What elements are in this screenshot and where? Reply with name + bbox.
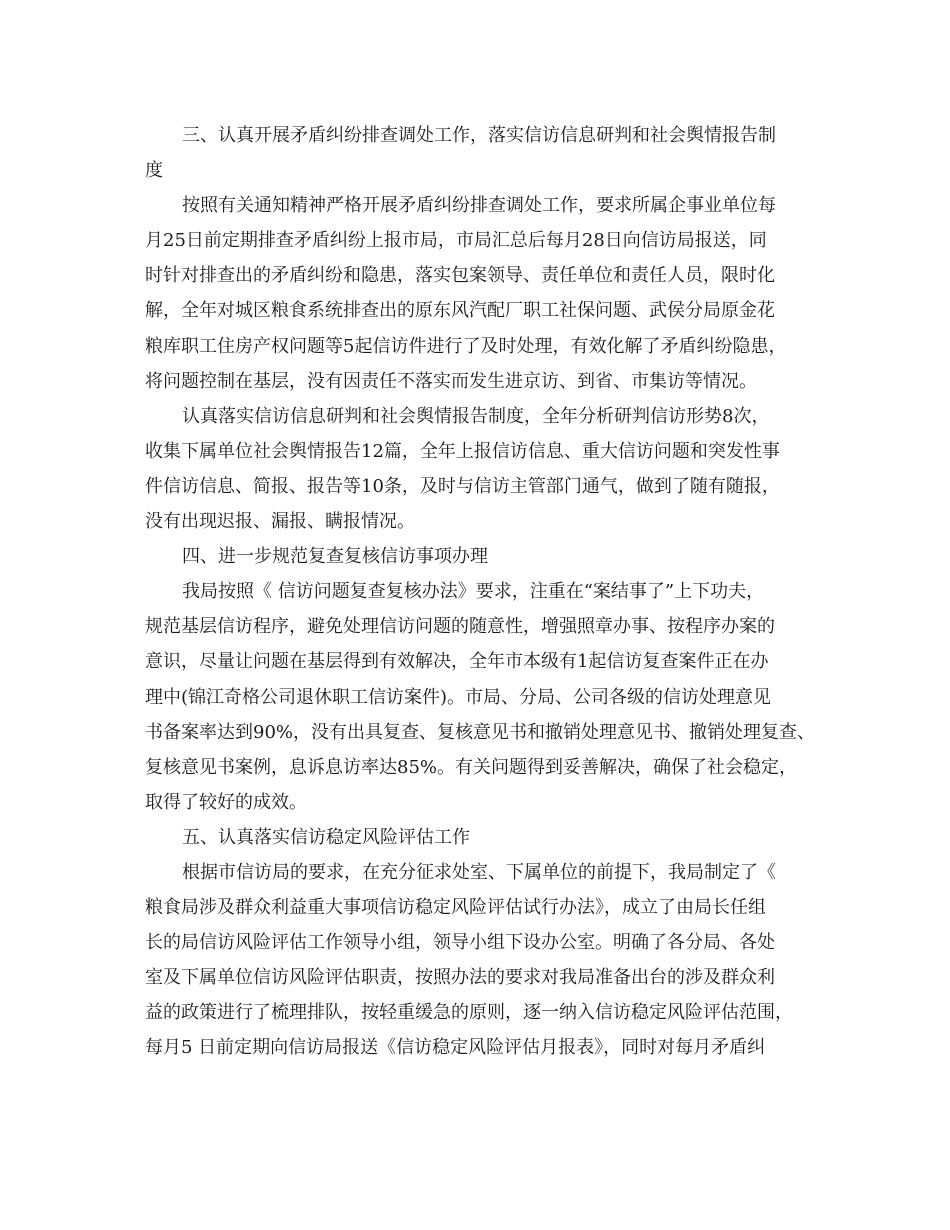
text-line: 件信访信息、简报、报告等10条，及时与信访主管部门通气，做到了随有随报， (145, 475, 780, 497)
text-line: 书备案率达到90%，没有出具复查、复核意见书和撤销处理意见书、撤销处理复查、 (145, 721, 816, 743)
text-line: 粮食局涉及群众利益重大事项信访稳定风险评估试行办法》，成立了由局长任组 (145, 897, 766, 919)
text-line: 理中(锦江奇格公司退休职工信访案件)。市局、分局、公司各级的信访处理意见 (145, 686, 772, 708)
text-line: 复核意见书案例，息诉息访率达85%。有关问题得到妥善解决，确保了社会稳定， (145, 756, 798, 778)
text-line: 每月5 日前定期向信访局报送《信访稳定风险评估月报表》，同时对每月矛盾纠 (145, 1037, 766, 1059)
text-line: 没有出现迟报、漏报、瞒报情况。 (145, 511, 415, 533)
text-line: 长的局信访风险评估工作领导小组，领导小组下设办公室。明确了各分局、各处 (145, 932, 775, 954)
text-line: 收集下属单位社会舆情报告12篇，全年上报信访信息、重大信访问题和突发性事 (145, 440, 780, 462)
text-line: 时针对排查出的矛盾纠纷和隐患，落实包案领导、责任单位和责任人员，限时化 (145, 265, 775, 287)
document-body (145, 118, 825, 1066)
paragraph-start-line: 根据市信访局的要求，在充分征求处室、下属单位的前提下，我局制定了《 (182, 861, 776, 883)
text-line: 意识，尽量让问题在基层得到有效解决，全年市本级有1起信访复查案件正在办 (145, 651, 769, 673)
paragraph-start-line: 认真落实信访信息研判和社会舆情报告制度，全年分析研判信访形势8次， (182, 405, 770, 427)
text-line: 度 (145, 160, 163, 182)
text-line: 取得了较好的成效。 (145, 791, 307, 813)
text-line: 益的政策进行了梳理排队，按轻重缓急的原则，逐一纳入信访稳定风险评估范围， (145, 1002, 793, 1024)
text-line: 粮库职工住房产权问题等5起信访件进行了及时处理，有效化解了矛盾纠纷隐患， (145, 335, 787, 357)
text-line: 规范基层信访程序，避免处理信访问题的随意性，增强照章办事、按程序办案的 (145, 616, 775, 638)
paragraph-start-line: 三、认真开展矛盾纠纷排查调处工作，落实信访信息研判和社会舆情报告制 (182, 125, 776, 146)
paragraph-start-line: 四、进一步规范复查复核信访事项办理 (182, 546, 488, 568)
paragraph-start-line: 五、认真落实信访稳定风险评估工作 (182, 826, 470, 848)
paragraph-start-line: 按照有关通知精神严格开展矛盾纠纷排查调处工作，要求所属企事业单位每 (182, 195, 776, 217)
text-line: 室及下属单位信访风险评估职责，按照办法的要求对我局准备出台的涉及群众利 (145, 967, 775, 989)
text-line: 将问题控制在基层，没有因责任不落实而发生进京访、到省、市集访等情况。 (145, 370, 757, 392)
text-line: 解，全年对城区粮食系统排查出的原东风汽配厂职工社保问题、武侯分局原金花 (145, 300, 775, 322)
text-line: 月25日前定期排查矛盾纠纷上报市局，市局汇总后每月28日向信访局报送，同 (145, 230, 767, 252)
paragraph-start-line: 我局按照《 信访问题复查复核办法》要求，注重在“案结事了”上下功夫， (182, 581, 765, 603)
